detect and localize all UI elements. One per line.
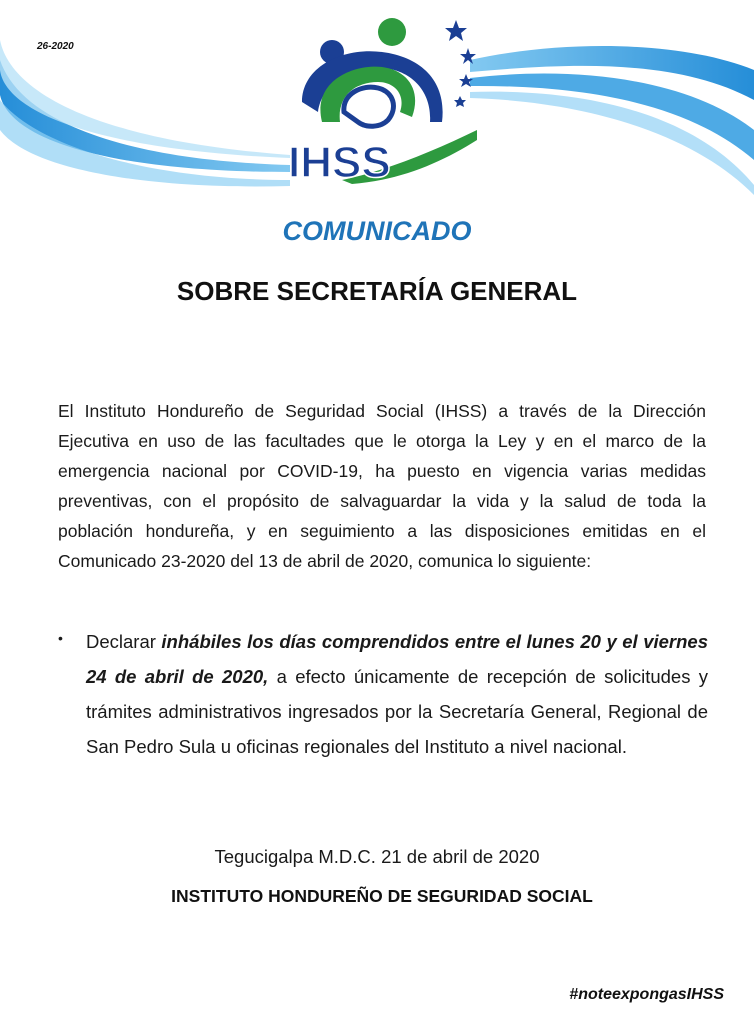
bullet-marker: • <box>58 630 63 646</box>
place-and-date: Tegucigalpa M.D.C. 21 de abril de 2020 <box>214 846 540 867</box>
bullet-item <box>86 624 708 764</box>
institution-name: INSTITUTO HONDUREÑO DE SEGURIDAD SOCIAL <box>171 886 593 906</box>
document-number: 26-2020 <box>37 41 74 52</box>
hashtag: #noteexpongasIHSS <box>569 986 724 1003</box>
page-subtitle: SOBRE SECRETARÍA GENERAL <box>176 276 578 306</box>
bullet-rest: a efecto únicamente de recepción de solicitudes y trámites administrativos ingresados por la Secretaría General, Regional de San Pedro Sula u oficinas regionales del Instituto a nivel nacional. <box>86 666 708 757</box>
bullet-emphasis: inhábiles los días comprendidos entre el lunes 20 y el viernes 24 de abril de 2020, <box>86 631 708 687</box>
ihss-logo <box>282 12 482 184</box>
body-paragraph: El Instituto Hondureño de Seguridad Social (IHSS) a través de la Dirección Ejecutiva en uso de las facultades que le otorga la Ley y en el marco de la emergencia nacional por COVID-19, ha puesto en vigencia varias medidas preventivas, con el propósito de salvaguardar la vida y la salud de toda la población hondureña, y en seguimiento a las disposiciones emitidas en el Comunicado 23-2020 del 13 de abril de 2020, comunica lo siguiente: <box>58 401 706 571</box>
logo-text: IHSS <box>288 138 391 184</box>
bullet-lead: Declarar <box>86 631 162 652</box>
page-title: COMUNICADO <box>282 216 472 246</box>
